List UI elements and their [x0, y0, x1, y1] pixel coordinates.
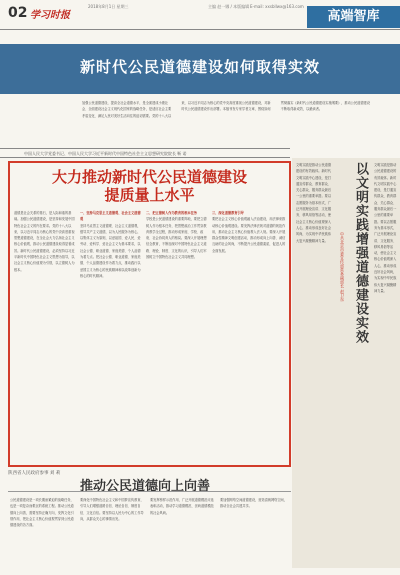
article1-column-2 [80, 210, 142, 460]
banner-title: 新时代公民道德建设如何取得实效 [79, 58, 320, 76]
article1-column-1 [14, 210, 76, 460]
side-body-text: 文明实践是推动公民道德建设的有效载体。新时代文明实践中心建设，是打通宣传群众、教育群众、关心群众、服务群众最后一公里的重要举措。要以志愿服务为基本形式，广泛开展理论宣讲、文化服务、移风易俗等活动，使社会主义核心价值观深入人心，推动形成良好社会风尚，为实现中华民族伟大复兴凝聚精神力量。 [296, 163, 332, 243]
byline-1-text: 中国人民大学党委书记、中国人民大学习近平新时代中国特色社会主义思想研究院院长 靳 诺 [24, 151, 187, 156]
article2-rule [8, 491, 291, 492]
article1-subhead-2: 二、把立德树人作为教育的根本任务 [146, 211, 197, 215]
side-article-title: 以文明实践增强道德建设实效 [353, 162, 368, 344]
article1-col1-text: 道德是社会关系的基石，是人际和谐的基础。加强公民道德建设，是坚持和发展中国特色社会主义的内在要求。党的十八大以来，以习近平同志为核心的党中央高度重视思想道德建设，在全社会大力弘扬社会主义核心价值观，推动公民道德建设取得显著成效。新时代公民道德建设，必须坚持以习近平新时代中国特色社会主义思想为指导，以社会主义核心价值观为引领，以立德树人为根本。 [14, 211, 75, 272]
masthead [0, 0, 400, 30]
byline-1 [0, 148, 290, 158]
article2-column-4 [220, 497, 288, 571]
page-number: 02 [8, 5, 28, 21]
article1-col3-text: 学校是公民道德建设的重要阵地，要把立德树人作为根本任务，把思想政治工作贯穿教育教学全过程，推动形成家庭、学校、政府、社会协同育人的格局。要深入开展理想信念教育，不断加深对中国特色社会主义道路、理论、制度、文化的认识，引导人们牢固树立中国特色社会主义共同理想。 [146, 217, 207, 260]
paper-name: 学习时报 [30, 10, 70, 21]
side-column-text-right [374, 162, 398, 562]
article2-col4-text: 要加强网络空间道德建设，营造清朗网络空间，推动全社会共建共享。 [220, 498, 287, 509]
featured-article-title [8, 168, 291, 204]
article2-column-3 [150, 497, 216, 571]
article1-subhead-3: 三、深化道德教育引导 [212, 211, 244, 215]
byline-2: 陕西省人民政府参事 刘 莉 [8, 471, 61, 476]
article1-column-4 [212, 210, 286, 460]
article2-col2-text: 要深化中国特色社会主义和中国梦宣传教育，引导人们增强道路自信、理论自信、制度自信、文化自信。要坚持以人民为中心的工作导向，从群众关心的事情出发。 [80, 498, 144, 521]
article1-col2-text: 坚持马克思主义道德观、社会主义道德观，倡导共产主义道德，以为人民服务为核心，以集体主义为原则，以爱祖国、爱人民、爱劳动、爱科学、爱社会主义为基本要求，以社会公德、职业道德、家庭美德、个人品德为着力点。把社会公德、职业道德、家庭美德、个人品德建设作为着力点，推动践行以爱国主义为核心的民族精神和以改革创新为核心的时代精神。 [80, 223, 141, 278]
featured-title-line-2: 提质量上水平 [104, 186, 195, 204]
article2-column-2 [80, 497, 146, 571]
email-line: E-mail: xxsbllwx@163.com [250, 4, 304, 9]
article2-column-1 [10, 497, 76, 571]
date-line: 2018年8月1日 星期三 [88, 4, 129, 9]
article2-title: 推动公民道德向上向善 [80, 479, 211, 494]
editor-line: 主编 赵一娜 / 本版编辑 [208, 4, 250, 9]
article2-col3-text: 要发挥榜样示范作用，广泛开展道德模范评选表彰活动，推动学习道德模范、崇尚道德模范的社会风尚。 [150, 498, 214, 515]
article1-subhead-1: 一、坚持马克思主义道德观、社会主义道德观 [80, 211, 141, 222]
side-article-author: 中共北京市委宣传部常务副部长 赵卫东 [340, 232, 345, 302]
section-tag: 高端智库 [307, 6, 400, 28]
article1-column-3 [146, 210, 208, 460]
featured-title-line-1: 大力推动新时代公民道德建设 [51, 168, 247, 186]
side-column-text-left [296, 162, 334, 562]
side-body-text-2: 文明实践是推动公民道德建设的有效载体。新时代文明实践中心建设，是打通宣传群众、教育群众、关心群众、服务群众最后一公里的重要举措。要以志愿服务为基本形式，广泛开展理论宣讲、文化服务、移风易俗等活动，使社会主义核心价值观深入人心，推动形成良好社会风尚，为实现中华民族伟大复兴凝聚精神力量。 [374, 163, 397, 293]
intro-block [82, 100, 372, 119]
intro-text: 加强公民道德建设，提高全社会道德水平，是全面建成小康社会、全面建设社会主义现代化国家的战略任务，是适应社会主要矛盾变化、满足人民对美好生活向往的迫切需要。党的十八大以来，以习近平同志为核心的党中央高度重视公民道德建设，对新时代公民道德建设作出部署。本版刊发专家学者文章，围绕如何贯彻落实《新时代公民道德建设实施纲要》，推动公民道德建设不断取得新成效，以飨读者。 [82, 101, 370, 118]
article1-col4-text: 要把社会主义核心价值观融入法治建设，用法律来推动核心价值观建设。要发挥法律法规对道德的规范作用，推动社会主义核心价值观入法入规。要深入开展群众性精神文明创建活动，推动形成向上向善、诚信互助的社会风尚，不断提升公民道德素质，促进人的全面发展。 [212, 217, 286, 253]
article2-col1-text: 公民道德建设是一项长期而紧迫的战略任务，也是一项复杂而艰巨的系统工程。推动公民道德向上向善，需要坚持正确方向，发挥文化引领作用，把社会主义核心价值观贯穿到公民道德建设的各方面。 [10, 498, 74, 528]
